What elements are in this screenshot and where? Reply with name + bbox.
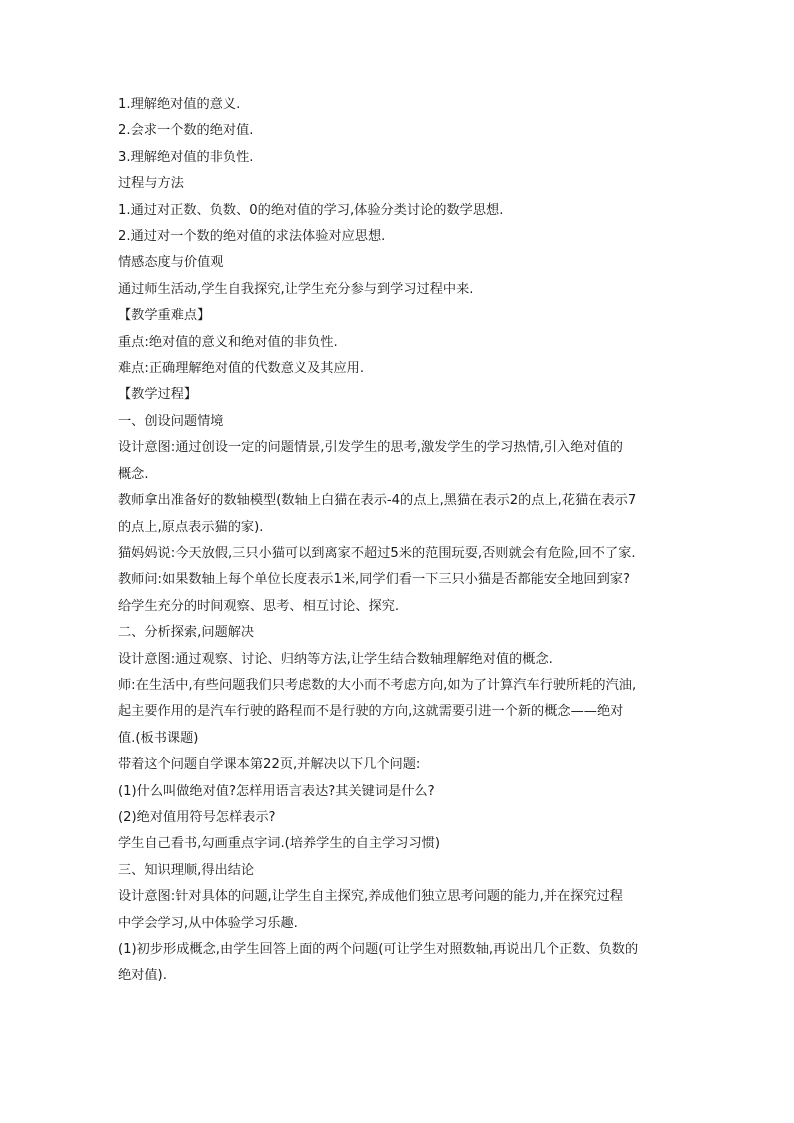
step1-model-line-1: 教师拿出准备好的数轴模型(数轴上白猫在表示-4的点上,黑猫在表示2的点上,花猫在表示7: [118, 493, 637, 509]
objective-line-2: 2.会求一个数的绝对值.: [118, 123, 254, 139]
step2-self-study-line: 带着这个问题自学课本第22页,并解决以下几个问题:: [118, 757, 421, 773]
step3-intent-line-2: 中学会学习,从中体验学习乐趣.: [118, 915, 298, 931]
step2-question-1: (1)什么叫做绝对值?怎样用语言表达?其关键词是什么?: [118, 783, 435, 799]
step3-intent-line-1: 设计意图:针对具体的问题,让学生自主探究,养成他们独立思考问题的能力,并在探究过程: [118, 889, 623, 905]
step1-intent-line-1: 设计意图:通过创设一定的问题情景,引发学生的思考,激发学生的学习热情,引入绝对值的: [118, 440, 623, 456]
process-line-1: 1.通过对正数、负数、0的绝对值的学习,体验分类讨论的数学思想.: [118, 202, 504, 218]
section-heading-key-points: 【教学重难点】: [118, 308, 211, 324]
step2-teacher-line-2: 起主要作用的是汽车行驶的路程而不是行驶的方向,这就需要引进一个新的概念——绝对: [118, 704, 624, 720]
step1-teacher-question-line: 教师问:如果数轴上每个单位长度表示1米,同学们看一下三只小猫是否都能安全地回到家?: [118, 572, 630, 588]
step2-question-2: (2)绝对值用符号怎样表示?: [118, 809, 276, 825]
step1-intent-line-2: 概念.: [118, 466, 149, 482]
document-body: [118, 92, 688, 990]
step2-teacher-line-1: 师:在生活中,有些问题我们只考虑数的大小而不考虑方向,如为了计算汽车行驶所耗的汽油,: [118, 677, 637, 693]
step1-discussion-line: 给学生充分的时间观察、思考、相互讨论、探究.: [118, 598, 400, 614]
step1-mother-cat-line: 猫妈妈说:今天放假,三只小猫可以到离家不超过5米的范围玩耍,否则就会有危险,回不了家.: [118, 545, 636, 561]
difficulty-line: 难点:正确理解绝对值的代数意义及其应用.: [118, 361, 365, 377]
objective-line-3: 3.理解绝对值的非负性.: [118, 149, 254, 165]
step3-concept-line-2: 绝对值).: [118, 968, 167, 984]
step2-teacher-line-3: 值.(板书课题): [118, 730, 199, 746]
step2-reading-line: 学生自己看书,勾画重点字词.(培养学生的自主学习习惯): [118, 836, 440, 852]
step-heading-1: 一、创设问题情境: [118, 413, 224, 429]
section-heading-attitude: 情感态度与价值观: [118, 255, 224, 271]
step2-intent-line: 设计意图:通过观察、讨论、归纳等方法,让学生结合数轴理解绝对值的概念.: [118, 651, 553, 667]
section-heading-teaching-process: 【教学过程】: [118, 387, 198, 403]
step3-concept-line-1: (1)初步形成概念,由学生回答上面的两个问题(可让学生对照数轴,再说出几个正数、负数的: [118, 942, 639, 957]
objective-line-1: 1.理解绝对值的意义.: [118, 97, 241, 112]
section-heading-process-method: 过程与方法: [118, 176, 184, 192]
attitude-line: 通过师生活动,学生自我探究,让学生充分参与到学习过程中来.: [118, 281, 474, 297]
key-point-line: 重点:绝对值的意义和绝对值的非负性.: [118, 334, 338, 350]
step1-model-line-2: 的点上,原点表示猫的家).: [118, 519, 264, 535]
step-heading-3: 三、知识理顺,得出结论: [118, 862, 255, 878]
process-line-2: 2.通过对一个数的绝对值的求法体验对应思想.: [118, 229, 386, 245]
step-heading-2: 二、分析探索,问题解决: [118, 625, 255, 641]
